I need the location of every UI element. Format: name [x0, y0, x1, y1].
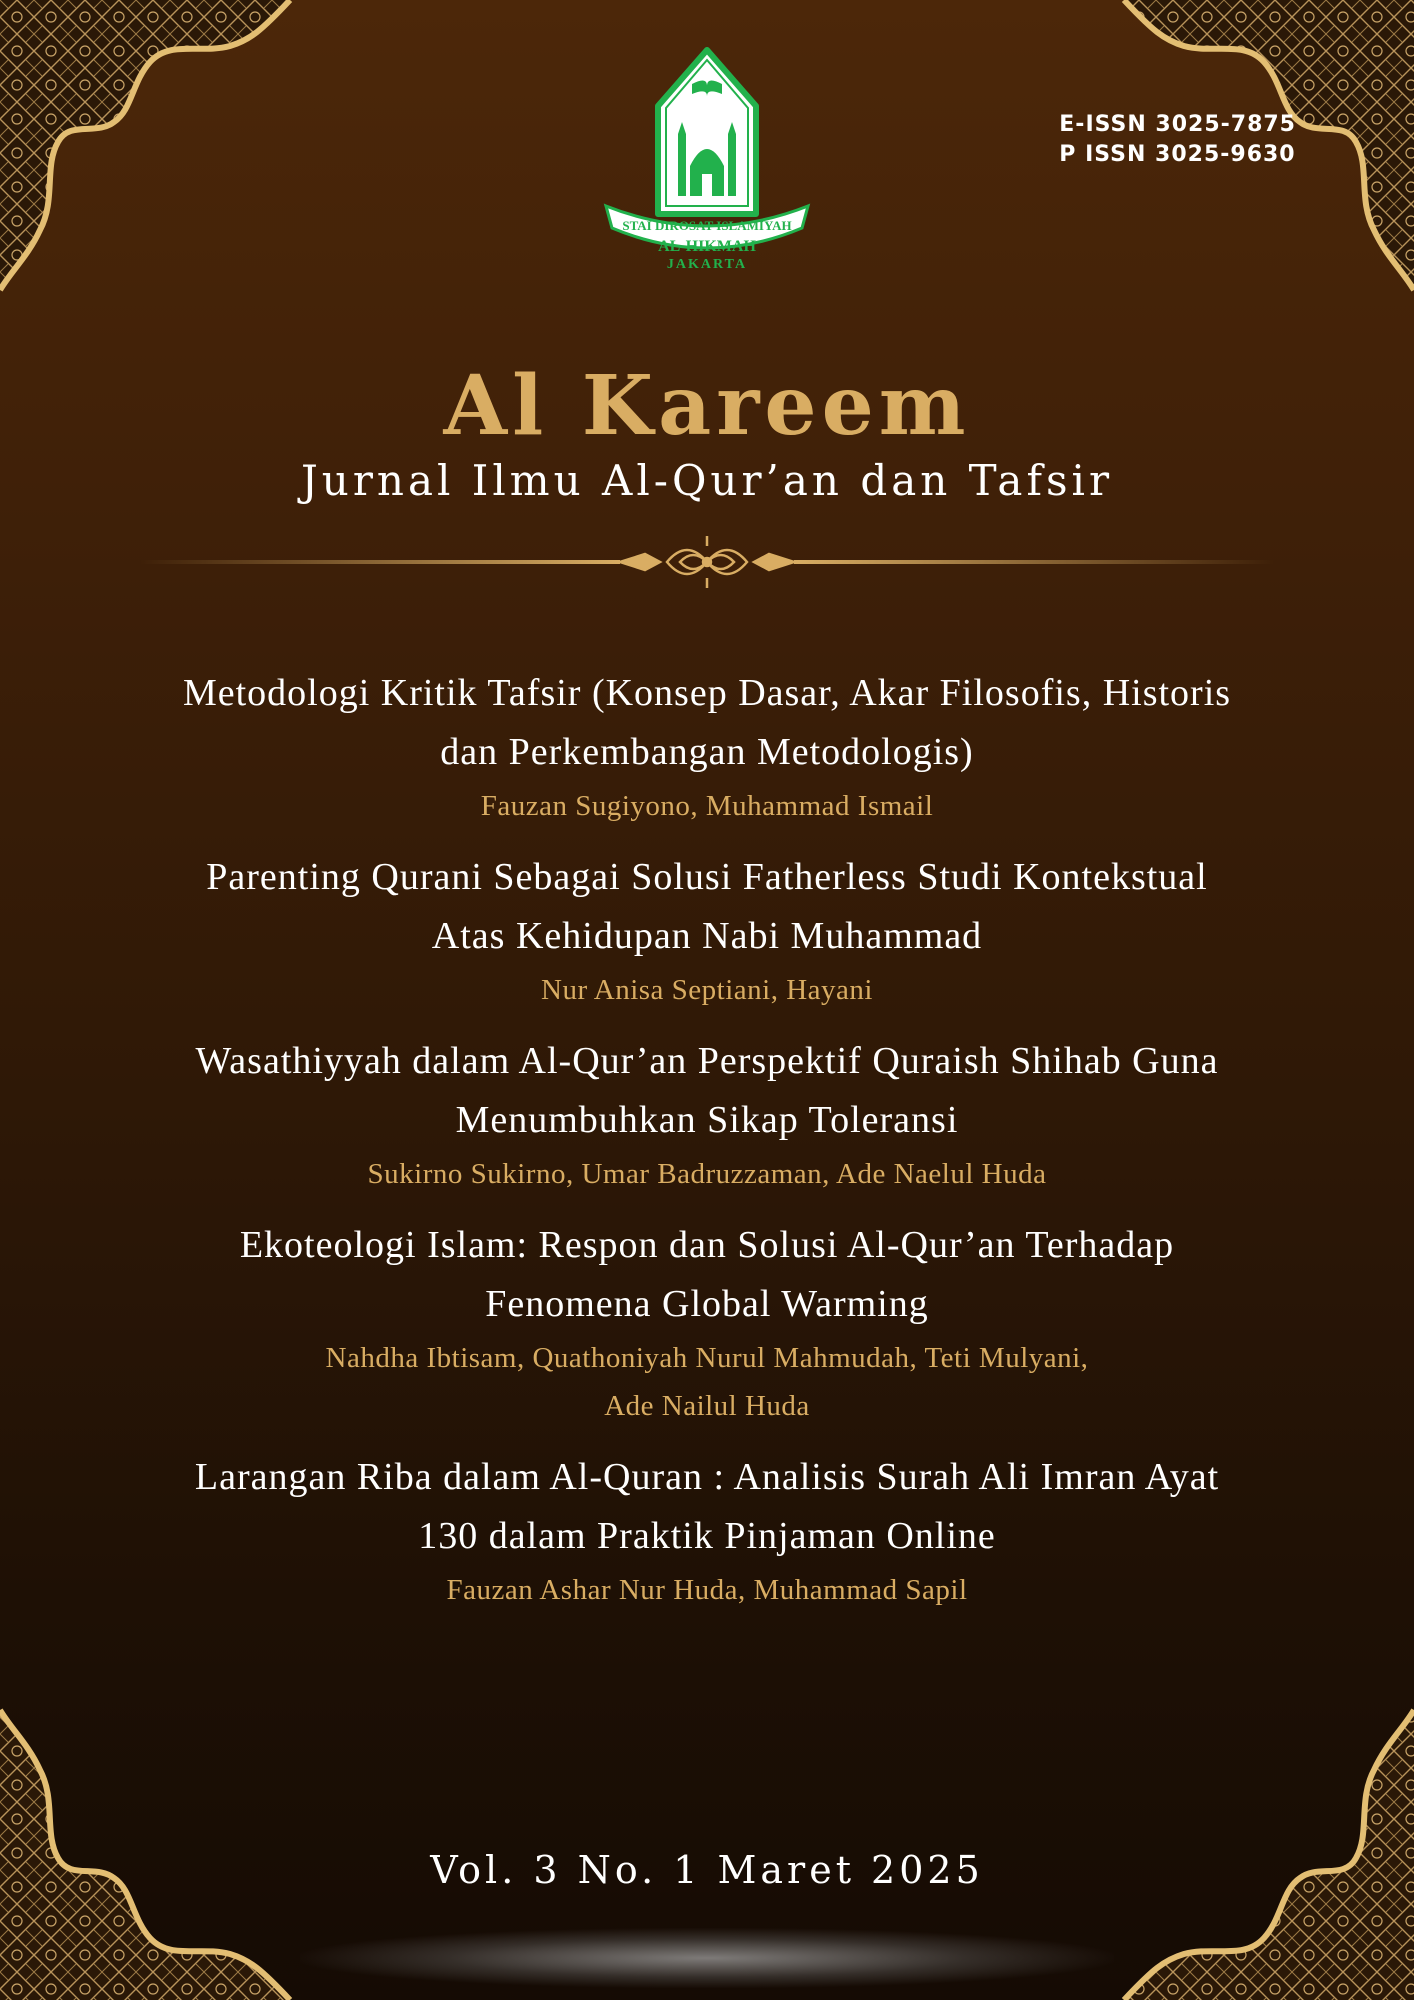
article-list	[100, 664, 1314, 1632]
article-authors	[100, 1566, 1314, 1614]
article-title-line: Ekoteologi Islam: Respon dan Solusi Al-Qur’an Terhadap	[239, 1224, 1175, 1266]
article-title-line: Metodologi Kritik Tafsir (Konsep Dasar, Akar Filosofis, Historis	[182, 672, 1232, 714]
p-issn: P ISSN 3025-9630	[1059, 142, 1296, 167]
journal-title: Al Kareem	[443, 358, 971, 454]
article-title	[100, 848, 1314, 966]
article-entry	[100, 664, 1314, 830]
article-author-line: Fauzan Sugiyono, Muhammad Ismail	[480, 790, 934, 822]
article-author-line: Nur Anisa Septiani, Hayani	[541, 974, 873, 1006]
spotlight-glow	[300, 1928, 1114, 1988]
article-author-line: Fauzan Ashar Nur Huda, Muhammad Sapil	[446, 1574, 968, 1606]
article-entry	[100, 1216, 1314, 1430]
journal-subtitle: Jurnal Ilmu Al-Qur’an dan Tafsir	[300, 456, 1114, 505]
article-title-line: Atas Kehidupan Nabi Muhammad	[431, 915, 983, 957]
ornamental-divider	[140, 532, 1274, 592]
volume-issue: Vol. 3 No. 1 Maret 2025	[430, 1848, 984, 1892]
article-entry	[100, 1032, 1314, 1198]
corner-top-left	[0, 0, 290, 290]
article-entry	[100, 848, 1314, 1014]
article-title	[100, 1216, 1314, 1334]
article-title-line: 130 dalam Praktik Pinjaman Online	[418, 1515, 996, 1557]
logo-name-line1: AL-HIKMAH	[658, 238, 756, 255]
article-title-line: Wasathiyyah dalam Al-Qur’an Perspektif Quraish Shihab Guna	[195, 1040, 1219, 1082]
article-title-line: Fenomena Global Warming	[485, 1283, 929, 1325]
issn-block	[1059, 110, 1296, 170]
institution-logo	[596, 46, 818, 276]
article-title-line: Parenting Qurani Sebagai Solusi Fatherless Studi Kontekstual	[206, 856, 1208, 898]
logo-name-line2: JAKARTA	[666, 257, 748, 272]
logo-ribbon-text: STAI DIROSAT ISLAMIYAH	[622, 218, 792, 233]
article-title-line: Menumbuhkan Sikap Toleransi	[455, 1099, 959, 1141]
article-authors	[100, 782, 1314, 830]
article-title	[100, 1032, 1314, 1150]
article-authors	[100, 1150, 1314, 1198]
article-title	[100, 1448, 1314, 1566]
article-title-line: dan Perkembangan Metodologis)	[440, 731, 974, 773]
article-authors	[100, 966, 1314, 1014]
article-author-line: Sukirno Sukirno, Umar Badruzzaman, Ade Naelul Huda	[367, 1158, 1047, 1190]
article-author-line: Ade Nailul Huda	[604, 1390, 810, 1422]
article-authors	[100, 1334, 1314, 1430]
article-title-line: Larangan Riba dalam Al-Quran : Analisis Surah Ali Imran Ayat	[194, 1456, 1220, 1498]
e-issn: E-ISSN 3025-7875	[1059, 112, 1296, 137]
article-entry	[100, 1448, 1314, 1614]
article-author-line: Nahdha Ibtisam, Quathoniyah Nurul Mahmudah, Teti Mulyani,	[325, 1342, 1089, 1374]
article-title	[100, 664, 1314, 782]
